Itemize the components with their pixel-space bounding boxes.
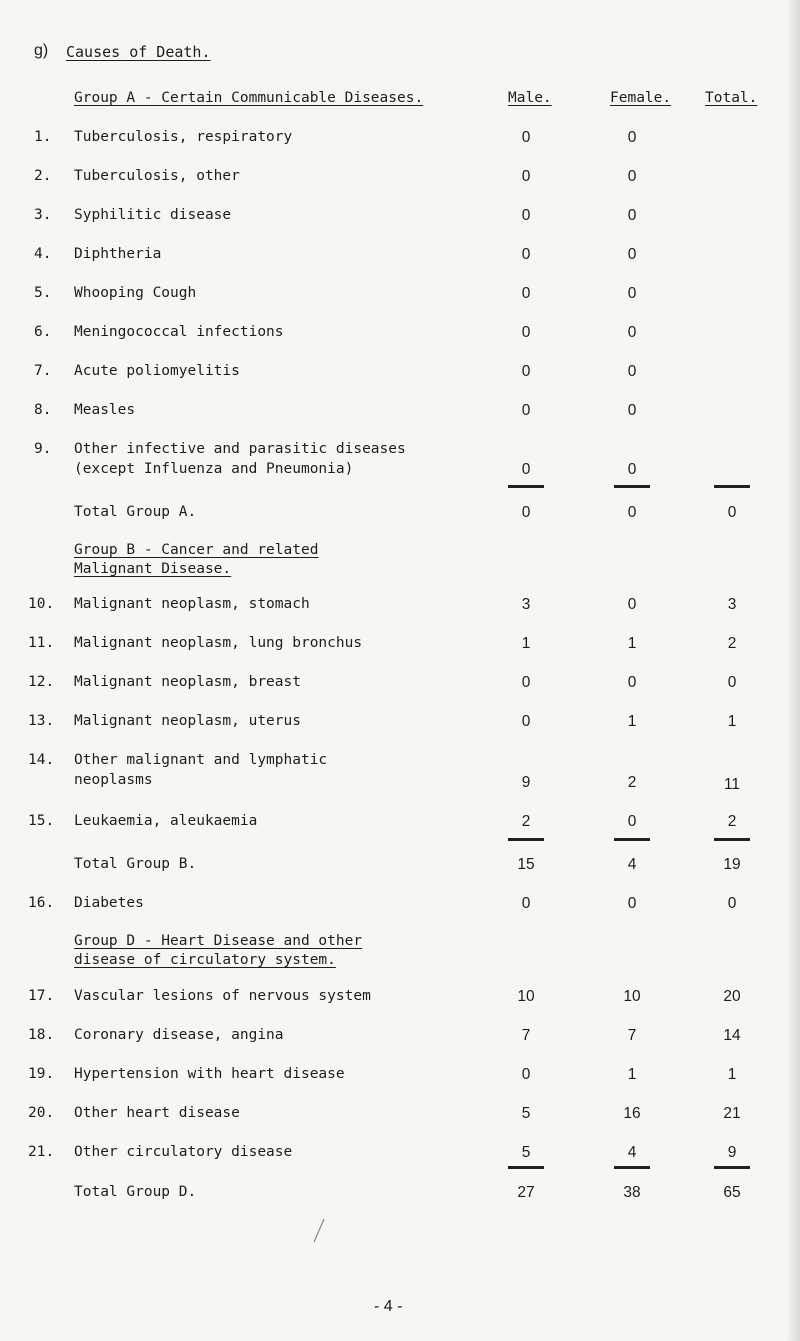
male-value: 0 [521, 168, 531, 185]
male-value: 0 [521, 1066, 531, 1083]
female-value: 0 [627, 324, 637, 341]
male-value: 7 [521, 1027, 531, 1044]
row-label: Diphtheria [74, 246, 162, 262]
male-total: 27 [517, 1184, 535, 1201]
row-label: Other circulatory disease [74, 1144, 293, 1160]
male-value: 0 [521, 674, 531, 691]
subtotal-rule [614, 1166, 650, 1169]
row-label: Other malignant and lymphatic [74, 752, 328, 768]
row-number: 8. [34, 402, 52, 418]
total-value: 0 [727, 674, 737, 691]
row-label: Malignant neoplasm, lung bronchus [74, 635, 363, 651]
total-value: 1 [727, 713, 737, 730]
male-value: 9 [521, 774, 531, 791]
female-value: 4 [627, 1144, 637, 1161]
page-edge-shadow [786, 0, 800, 1341]
female-value: 10 [623, 988, 641, 1005]
total-value: 2 [727, 813, 737, 830]
female-value: 16 [623, 1105, 641, 1122]
row-label-continuation: (except Influenza and Pneumonia) [74, 461, 354, 477]
total-value: 0 [727, 895, 737, 912]
grand-total: 19 [723, 856, 741, 873]
subtotal-rule [508, 838, 544, 841]
grand-total: 65 [723, 1184, 741, 1201]
male-value: 0 [521, 895, 531, 912]
female-total: 4 [627, 856, 637, 873]
row-number: 21. [28, 1144, 55, 1160]
row-number: 13. [28, 713, 55, 729]
row-label: Leukaemia, aleukaemia [74, 813, 258, 829]
male-value: 0 [521, 402, 531, 419]
column-header-total: Total. [705, 90, 758, 106]
male-value: 0 [521, 129, 531, 146]
row-number: 14. [28, 752, 55, 768]
row-label: Tuberculosis, respiratory [74, 129, 293, 145]
female-value: 0 [627, 596, 637, 613]
row-label: Vascular lesions of nervous system [74, 988, 371, 1004]
male-total: 0 [521, 504, 531, 521]
female-value: 2 [627, 774, 637, 791]
female-value: 0 [627, 461, 637, 478]
page-number: - 4 - [374, 1298, 403, 1315]
female-value: 7 [627, 1027, 637, 1044]
total-label: Total Group B. [74, 856, 197, 872]
row-number: 4. [34, 246, 52, 262]
total-label: Total Group A. [74, 504, 197, 520]
row-number: 12. [28, 674, 55, 690]
male-value: 3 [521, 596, 531, 613]
female-value: 0 [627, 402, 637, 419]
row-number: 5. [34, 285, 52, 301]
row-number: 15. [28, 813, 55, 829]
row-number: 20. [28, 1105, 55, 1121]
grand-total: 0 [727, 504, 737, 521]
row-number: 18. [28, 1027, 55, 1043]
total-value: 1 [727, 1066, 737, 1083]
male-value: 0 [521, 207, 531, 224]
female-value: 1 [627, 635, 637, 652]
row-number: 10. [28, 596, 55, 612]
group-d-heading: Group D - Heart Disease and other [74, 933, 363, 949]
row-label-continuation: neoplasms [74, 772, 153, 788]
female-value: 0 [627, 813, 637, 830]
row-number: 19. [28, 1066, 55, 1082]
female-value: 0 [627, 285, 637, 302]
group-d-heading-continuation: disease of circulatory system. [74, 952, 336, 968]
male-value: 0 [521, 713, 531, 730]
row-label: Coronary disease, angina [74, 1027, 284, 1043]
row-label: Hypertension with heart disease [74, 1066, 345, 1082]
group-a-heading: Group A - Certain Communicable Diseases. [74, 90, 424, 106]
male-value: 0 [521, 363, 531, 380]
row-number: 1. [34, 129, 52, 145]
row-label: Whooping Cough [74, 285, 197, 301]
total-value: 9 [727, 1144, 737, 1161]
female-total: 38 [623, 1184, 641, 1201]
male-value: 0 [521, 461, 531, 478]
total-label: Total Group D. [74, 1184, 197, 1200]
subtotal-rule [714, 1166, 750, 1169]
female-value: 1 [627, 1066, 637, 1083]
row-label: Meningococcal infections [74, 324, 284, 340]
female-value: 0 [627, 895, 637, 912]
row-number: 2. [34, 168, 52, 184]
row-label: Malignant neoplasm, uterus [74, 713, 301, 729]
total-value: 11 [723, 776, 741, 793]
pen-mark-decoration [312, 1218, 326, 1244]
female-value: 0 [627, 674, 637, 691]
male-total: 15 [517, 856, 535, 873]
row-label: Diabetes [74, 895, 144, 911]
total-value: 3 [727, 596, 737, 613]
group-b-heading-continuation: Malignant Disease. [74, 561, 232, 577]
male-value: 5 [521, 1105, 531, 1122]
subtotal-rule [614, 838, 650, 841]
row-label: Other infective and parasitic diseases [74, 441, 406, 457]
total-value: 2 [727, 635, 737, 652]
total-value: 14 [723, 1027, 741, 1044]
female-value: 0 [627, 129, 637, 146]
male-value: 10 [517, 988, 535, 1005]
female-value: 1 [627, 713, 637, 730]
total-value: 21 [723, 1105, 741, 1122]
total-value: 20 [723, 988, 741, 1005]
male-value: 0 [521, 324, 531, 341]
row-label: Malignant neoplasm, stomach [74, 596, 310, 612]
male-value: 0 [521, 285, 531, 302]
row-number: 6. [34, 324, 52, 340]
row-number: 7. [34, 363, 52, 379]
male-value: 0 [521, 246, 531, 263]
row-number: 9. [34, 441, 52, 457]
subtotal-rule [614, 485, 650, 488]
group-b-heading: Group B - Cancer and related [74, 542, 319, 558]
section-letter: g) [34, 42, 49, 59]
male-value: 1 [521, 635, 531, 652]
column-header-male: Male. [508, 90, 552, 106]
female-total: 0 [627, 504, 637, 521]
row-number: 17. [28, 988, 55, 1004]
row-label: Other heart disease [74, 1105, 240, 1121]
subtotal-rule [508, 1166, 544, 1169]
subtotal-rule [714, 838, 750, 841]
row-label: Measles [74, 402, 136, 418]
female-value: 0 [627, 246, 637, 263]
row-label: Malignant neoplasm, breast [74, 674, 301, 690]
row-number: 11. [28, 635, 55, 651]
subtotal-rule [714, 485, 750, 488]
row-label: Acute poliomyelitis [74, 363, 240, 379]
male-value: 2 [521, 813, 531, 830]
female-value: 0 [627, 363, 637, 380]
row-label: Tuberculosis, other [74, 168, 240, 184]
female-value: 0 [627, 207, 637, 224]
section-title: Causes of Death. [66, 43, 211, 61]
male-value: 5 [521, 1144, 531, 1161]
row-number: 16. [28, 895, 55, 911]
subtotal-rule [508, 485, 544, 488]
female-value: 0 [627, 168, 637, 185]
column-header-female: Female. [610, 90, 672, 106]
row-number: 3. [34, 207, 52, 223]
row-label: Syphilitic disease [74, 207, 232, 223]
